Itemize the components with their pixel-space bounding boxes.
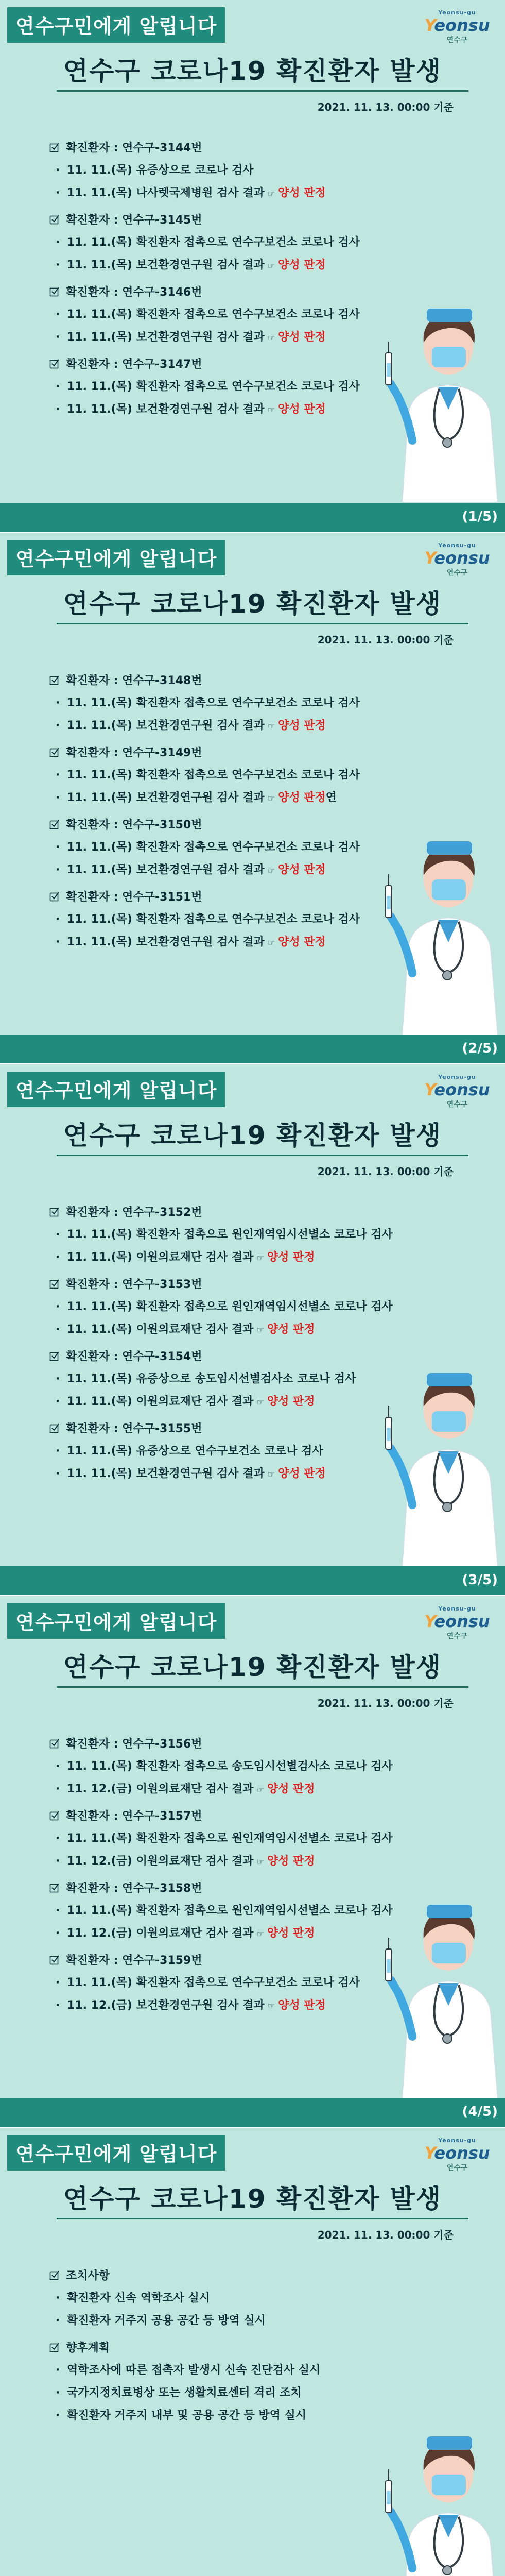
bullet: · [56,697,60,709]
bullet: · [56,236,60,249]
case-detail-text: 11. 11.(목) 확진환자 접촉으로 연수구보건소 코로나 검사 [67,841,360,854]
case-heading [49,2267,451,2283]
case-block [49,1204,451,1264]
case-detail-text: 11. 11.(목) 확진환자 접촉으로 원인재역임시선별소 코로나 검사 [67,1904,393,1917]
pointing-hand-icon: ☞ [267,721,275,731]
case-heading-text: 확진환자 : 연수구-3154번 [66,1350,202,1363]
bullet: · [56,863,60,876]
bottom-bar [0,1566,505,1595]
bottom-bar [0,2098,505,2127]
logo-main-rest: eonsu [434,1080,490,1099]
checkbox-checked-icon [49,1351,60,1361]
positive-result: 양성 판정 [278,331,326,344]
bullet: · [56,259,60,272]
datestamp: 2021. 11. 13. 00:00 기준 [317,634,454,646]
notice-panel-1 [0,0,505,532]
case-detail-text: 11. 11.(목) 확진환자 접촉으로 연수구보건소 코로나 검사 [67,380,360,393]
checkbox-checked-icon [49,142,60,152]
nurse-illustration-icon [381,1350,505,1567]
case-heading-text: 확진환자 : 연수구-3152번 [66,1206,202,1219]
case-heading-text: 확진환자 : 연수구-3145번 [66,214,202,227]
case-detail-text: 11. 11.(목) 보건환경연구원 검사 결과 [67,936,265,948]
pointing-hand-icon: ☞ [256,1397,264,1407]
case-block [49,744,451,805]
case-detail-text: 11. 12.(금) 이원의료재단 검사 결과 [67,1855,254,1868]
case-detail-text: 11. 11.(목) 보건환경연구원 검사 결과 [67,331,265,344]
case-detail-text: 확진환자 신속 역학조사 실시 [67,2292,211,2304]
logo-small-text: Yeonsu-gu [438,2137,476,2144]
positive-result: 양성 판정 [278,1467,326,1480]
logo-letter-y: Y [424,1080,434,1099]
page-number: (2/5) [462,1041,498,1056]
checkbox-checked-icon [49,1423,60,1433]
case-detail-text: 11. 11.(목) 보건환경연구원 검사 결과 [67,791,265,804]
logo-main-text [424,1080,491,1099]
logo-main-text [424,16,491,35]
case-detail-line [56,789,451,805]
page-number: (4/5) [462,2104,498,2120]
nurse-illustration-icon [381,819,505,1035]
logo-small-text: Yeonsu-gu [438,1605,476,1612]
positive-result: 양성 판정 [278,1999,326,2012]
case-block [49,2339,451,2422]
headline-divider [57,2218,468,2219]
pointing-hand-icon: ☞ [267,2001,275,2011]
case-detail-text: 11. 11.(목) 이원의료재단 검사 결과 [67,1323,254,1336]
bullet: · [56,936,60,948]
yeonsu-logo [424,1074,491,1115]
datestamp: 2021. 11. 13. 00:00 기준 [317,2229,454,2241]
case-detail-line [56,1226,451,1242]
checkbox-checked-icon [49,359,60,369]
logo-main-rest: eonsu [434,15,490,35]
nurse-illustration-icon [381,2414,505,2576]
bullet: · [56,1927,60,1940]
case-heading [49,672,451,688]
case-detail-text: 확진환자 거주지 내부 및 공용 공간 등 방역 실시 [67,2409,307,2422]
case-heading [49,1204,451,1219]
case-heading-text: 향후계획 [66,2342,110,2354]
bullet: · [56,1445,60,1458]
pointing-hand-icon: ☞ [267,866,275,875]
headline: 연수구 코로나19 확진환자 발생 [63,1121,442,1150]
case-detail-text: 11. 11.(목) 유증상으로 연수구보건소 코로나 검사 [67,1445,323,1458]
bullet: · [56,1999,60,2012]
case-block [49,1807,451,1868]
bullet: · [56,1323,60,1336]
bullet: · [56,380,60,393]
case-heading-text: 확진환자 : 연수구-3159번 [66,1954,202,1967]
positive-result: 양성 판정 [278,259,326,272]
yeonsu-logo [424,2137,491,2178]
case-heading [49,1807,451,1823]
bullet: · [56,1760,60,1773]
positive-result: 양성 판정 [278,936,326,948]
case-detail-text: 11. 11.(목) 확진환자 접촉으로 송도임시선별검사소 코로나 검사 [67,1760,393,1773]
bullet: · [56,1467,60,1480]
checkbox-checked-icon [49,819,60,829]
case-heading-text: 확진환자 : 연수구-3151번 [66,891,202,904]
case-heading-text: 확진환자 : 연수구-3155번 [66,1422,202,1435]
logo-sub-text: 연수구 [446,36,468,44]
logo-letter-y: Y [424,2143,434,2163]
case-heading-text: 확진환자 : 연수구-3147번 [66,358,202,371]
case-block [49,672,451,733]
case-detail-line [56,1780,451,1796]
case-detail-text: 11. 11.(목) 나사렛국제병원 검사 결과 [67,187,265,199]
case-heading-text: 확진환자 : 연수구-3150번 [66,819,202,832]
case-detail-text: 11. 11.(목) 확진환자 접촉으로 원인재역임시선별소 코로나 검사 [67,1832,393,1845]
datestamp: 2021. 11. 13. 00:00 기준 [317,1697,454,1709]
case-detail-line [56,1298,451,1314]
case-detail-line [56,766,451,782]
case-heading [49,2339,451,2355]
bullet: · [56,1228,60,1241]
case-detail-text: 11. 12.(금) 보건환경연구원 검사 결과 [67,1999,265,2012]
bullet: · [56,1904,60,1917]
case-detail-line [56,2289,451,2305]
checkbox-checked-icon [49,1738,60,1749]
case-heading-text: 확진환자 : 연수구-3148번 [66,674,202,687]
bullet: · [56,308,60,321]
case-detail-text: 11. 11.(목) 보건환경연구원 검사 결과 [67,1467,265,1480]
positive-result: 양성 판정 [278,719,326,732]
case-detail-line [56,717,451,733]
case-heading [49,211,451,227]
pointing-hand-icon: ☞ [267,189,275,198]
case-detail-line [56,694,451,710]
checkbox-checked-icon [49,1810,60,1821]
notice-panel-2 [0,532,505,1063]
case-detail-line [56,256,451,272]
logo-main-rest: eonsu [434,2143,490,2163]
positive-result: 양성 판정 [278,863,326,876]
case-heading-text: 조치사항 [66,2269,110,2282]
pointing-hand-icon: ☞ [267,333,275,343]
headline: 연수구 코로나19 확진환자 발생 [63,56,442,86]
case-detail-text: 11. 11.(목) 확진환자 접촉으로 연수구보건소 코로나 검사 [67,913,360,926]
case-block [49,1735,451,1796]
headline-divider [57,90,468,92]
yeonsu-logo [424,542,491,583]
headline: 연수구 코로나19 확진환자 발생 [63,1652,442,1682]
case-detail-text: 11. 11.(목) 확진환자 접촉으로 원인재역임시선별소 코로나 검사 [67,1300,393,1313]
bullet: · [56,1372,60,1385]
positive-result: 양성 판정 [267,1927,315,1940]
case-heading-text: 확진환자 : 연수구-3156번 [66,1738,202,1751]
case-detail-line [56,184,451,200]
logo-letter-y: Y [424,15,434,35]
headline-divider [57,1686,468,1688]
bullet: · [56,1783,60,1795]
bullet: · [56,1855,60,1868]
pointing-hand-icon: ☞ [267,1469,275,1479]
case-detail-line [56,2312,451,2328]
pointing-hand-icon: ☞ [267,938,275,947]
pointing-hand-icon: ☞ [267,261,275,270]
headline-divider [57,1155,468,1156]
yeonsu-logo [424,1605,491,1647]
checkbox-checked-icon [49,1955,60,1965]
case-detail-line [56,2384,451,2400]
positive-result: 양성 판정 [267,1251,315,1264]
bottom-bar [0,1035,505,1063]
positive-result: 양성 판정 [267,1855,315,1868]
checkbox-checked-icon [49,747,60,757]
logo-sub-text: 연수구 [446,2164,468,2172]
case-heading-text: 확진환자 : 연수구-3153번 [66,1278,202,1291]
bullet: · [56,1300,60,1313]
case-block [49,2267,451,2328]
case-detail-text: 확진환자 거주지 공용 공간 등 방역 실시 [67,2314,266,2327]
headline-divider [57,623,468,624]
case-detail-text: 11. 11.(목) 확진환자 접촉으로 연수구보건소 코로나 검사 [67,769,360,782]
case-detail-text: 11. 12.(금) 이원의료재단 검사 결과 [67,1927,254,1940]
pointing-hand-icon: ☞ [267,405,275,415]
checkbox-checked-icon [49,891,60,902]
notice-tag: 연수구민에게 알립니다 [7,1603,225,1639]
case-detail-line [56,2361,451,2377]
logo-small-text: Yeonsu-gu [438,1074,476,1080]
notice-tag: 연수구민에게 알립니다 [7,1072,225,1107]
case-heading-text: 확진환자 : 연수구-3157번 [66,1810,202,1823]
notice-panel-4 [0,1595,505,2127]
notice-tag: 연수구민에게 알립니다 [7,2135,225,2171]
checkbox-checked-icon [49,2270,60,2280]
logo-main-rest: eonsu [434,1612,490,1631]
positive-result: 양성 판정 [267,1323,315,1336]
case-detail-text: 11. 11.(목) 확진환자 접촉으로 연수구보건소 코로나 검사 [67,308,360,321]
bullet: · [56,2292,60,2304]
bullet: · [56,187,60,199]
case-heading-text: 확진환자 : 연수구-3146번 [66,286,202,299]
logo-letter-y: Y [424,1612,434,1631]
logo-letter-y: Y [424,548,434,568]
logo-small-text: Yeonsu-gu [438,542,476,549]
nurse-illustration-icon [381,1882,505,2098]
positive-result: 양성 판정 [267,1783,315,1795]
bullet: · [56,791,60,804]
nurse-illustration-icon [381,286,505,502]
page-number: (3/5) [462,1572,498,1588]
case-detail-text: 국가지정치료병상 또는 생활치료센터 격리 조치 [67,2386,302,2399]
case-heading-text: 확진환자 : 연수구-3149번 [66,747,202,759]
bullet: · [56,719,60,732]
case-detail-line [56,1852,451,1868]
bullet: · [56,841,60,854]
bullet: · [56,1251,60,1264]
pointing-hand-icon: ☞ [256,1253,264,1263]
case-detail-text: 11. 11.(목) 유증상으로 코로나 검사 [67,164,254,177]
logo-sub-text: 연수구 [446,1100,468,1109]
notice-tag: 연수구민에게 알립니다 [7,7,225,43]
logo-sub-text: 연수구 [446,1632,468,1640]
case-block [49,139,451,200]
positive-result: 양성 판정 [278,791,326,804]
bullet: · [56,2364,60,2377]
positive-result: 양성 판정 [278,187,326,199]
case-detail-line [56,1829,451,1845]
checkbox-checked-icon [49,675,60,685]
page-number: (1/5) [462,509,498,524]
logo-main-rest: eonsu [434,548,490,568]
pointing-hand-icon: ☞ [256,1929,264,1939]
pointing-hand-icon: ☞ [256,1785,264,1794]
bullet: · [56,769,60,782]
case-heading [49,139,451,155]
checkbox-checked-icon [49,286,60,297]
case-detail-text: 11. 11.(목) 보건환경연구원 검사 결과 [67,259,265,272]
yeonsu-logo [424,9,491,50]
datestamp: 2021. 11. 13. 00:00 기준 [317,101,454,113]
case-detail-text: 11. 11.(목) 보건환경연구원 검사 결과 [67,863,265,876]
bullet: · [56,1976,60,1989]
bullet: · [56,403,60,416]
case-detail-line [56,233,451,249]
case-heading-text: 확진환자 : 연수구-3144번 [66,142,202,155]
bullet: · [56,164,60,177]
checkbox-checked-icon [49,2342,60,2352]
logo-sub-text: 연수구 [446,569,468,577]
case-heading [49,1735,451,1751]
case-heading [49,744,451,760]
positive-result: 양성 판정 [267,1395,315,1408]
case-block [49,1276,451,1336]
bullet: · [56,913,60,926]
logo-main-text [424,549,491,567]
checkbox-checked-icon [49,1207,60,1217]
bullet: · [56,2314,60,2327]
notice-panel-5 [0,2127,505,2576]
case-list [49,2267,451,2434]
case-detail-text: 11. 11.(목) 보건환경연구원 검사 결과 [67,403,265,416]
case-detail-text: 11. 11.(목) 유증상으로 송도임시선별검사소 코로나 검사 [67,1372,356,1385]
pointing-hand-icon: ☞ [256,1325,264,1335]
logo-main-text [424,2144,491,2162]
pointing-hand-icon: ☞ [256,1857,264,1867]
case-detail-text: 11. 11.(목) 보건환경연구원 검사 결과 [67,719,265,732]
notice-panel-3 [0,1063,505,1595]
case-detail-text: 11. 11.(목) 이원의료재단 검사 결과 [67,1251,254,1264]
bullet: · [56,1395,60,1408]
checkbox-checked-icon [49,214,60,225]
case-detail-text: 11. 11.(목) 확진환자 접촉으로 연수구보건소 코로나 검사 [67,236,360,249]
checkbox-checked-icon [49,1883,60,1893]
headline: 연수구 코로나19 확진환자 발생 [63,589,442,619]
case-detail-line [56,1320,451,1336]
case-detail-text: 11. 11.(목) 이원의료재단 검사 결과 [67,1395,254,1408]
checkbox-checked-icon [49,1279,60,1289]
headline: 연수구 코로나19 확진환자 발생 [63,2184,442,2214]
bullet: · [56,2386,60,2399]
case-detail-text: 역학조사에 따른 접촉자 발생시 신속 진단검사 실시 [67,2364,321,2377]
case-detail-line [56,1757,451,1773]
logo-main-text [424,1612,491,1631]
bullet: · [56,2409,60,2422]
trailing-text: 연 [325,791,337,804]
case-detail-text: 11. 11.(목) 확진환자 접촉으로 연수구보건소 코로나 검사 [67,1976,360,1989]
case-detail-line [56,161,451,177]
case-detail-text: 11. 12.(금) 이원의료재단 검사 결과 [67,1783,254,1795]
logo-small-text: Yeonsu-gu [438,9,476,16]
case-heading-text: 확진환자 : 연수구-3158번 [66,1882,202,1895]
pointing-hand-icon: ☞ [267,793,275,803]
bottom-bar [0,503,505,532]
datestamp: 2021. 11. 13. 00:00 기준 [317,1165,454,1178]
bullet: · [56,331,60,344]
case-detail-line [56,1248,451,1264]
case-heading [49,1276,451,1292]
case-detail-text: 11. 11.(목) 확진환자 접촉으로 원인재역임시선별소 코로나 검사 [67,1228,393,1241]
case-block [49,211,451,272]
notice-tag: 연수구민에게 알립니다 [7,540,225,575]
positive-result: 양성 판정 [278,403,326,416]
case-detail-text: 11. 11.(목) 확진환자 접촉으로 연수구보건소 코로나 검사 [67,697,360,709]
bullet: · [56,1832,60,1845]
